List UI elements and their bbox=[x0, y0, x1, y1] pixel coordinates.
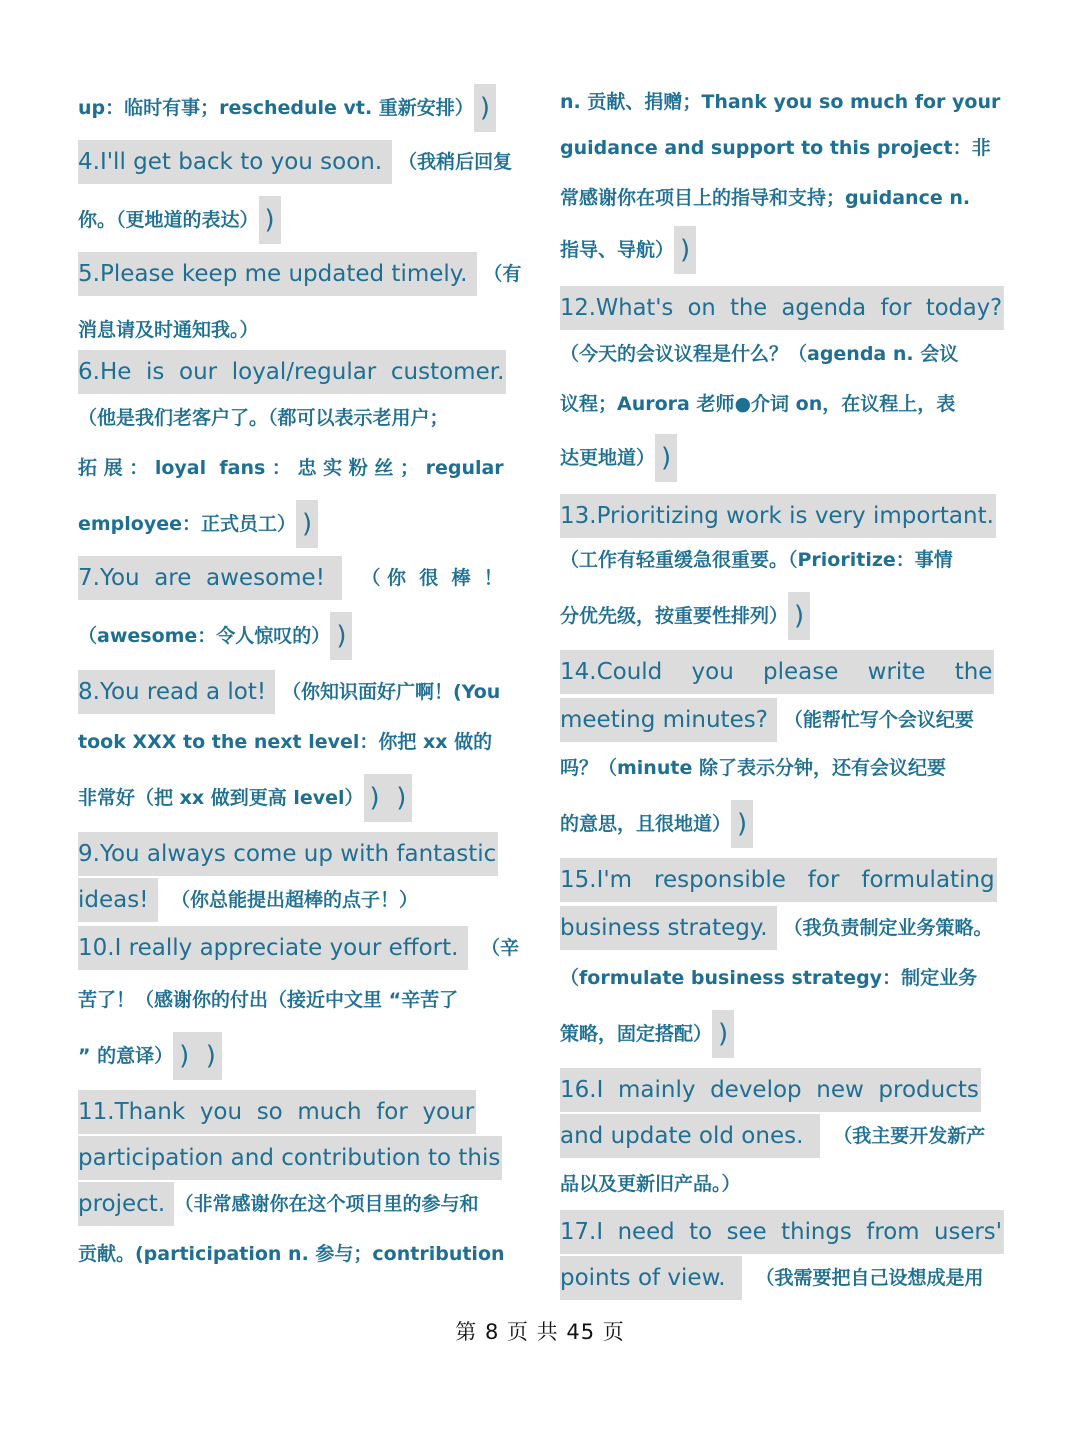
left-line bbox=[78, 556, 522, 600]
right-line bbox=[560, 434, 1004, 482]
chinese-annotation: （辛 bbox=[467, 937, 519, 959]
closing-parenthesis: ) bbox=[330, 612, 352, 660]
left-line bbox=[78, 84, 522, 132]
chinese-annotation: （我需要把自己设想成是用 bbox=[742, 1267, 984, 1289]
left-line bbox=[78, 140, 522, 184]
chinese-annotation: （他是我们老客户了。（都可以表示老用户； bbox=[78, 407, 449, 429]
right-line bbox=[560, 80, 1004, 124]
chinese-annotation: （你总能提出超棒的点子！） bbox=[157, 889, 418, 911]
right-line bbox=[560, 1068, 1004, 1112]
chinese-annotation: 你。（更地道的表达） bbox=[78, 209, 259, 231]
closing-parenthesis: ) bbox=[674, 226, 696, 274]
right-line bbox=[560, 1210, 1001, 1254]
chinese-annotation: （我负责制定业务策略。 bbox=[776, 917, 993, 939]
right-line bbox=[560, 1114, 1004, 1158]
chinese-annotation: 贡献。(participation n. 参与；contribution bbox=[78, 1243, 505, 1265]
chinese-annotation: （formulate business strategy：制定业务 bbox=[560, 967, 978, 989]
left-line bbox=[78, 252, 522, 296]
chinese-annotation: 达更地道） bbox=[560, 447, 656, 469]
chinese-annotation: （我稍后回复 bbox=[391, 151, 513, 173]
left-line bbox=[78, 612, 522, 660]
chinese-annotation: （ 你 很 棒 ！ bbox=[341, 567, 503, 589]
right-line bbox=[560, 126, 1004, 170]
closing-parenthesis: ) bbox=[788, 592, 810, 640]
chinese-annotation: （你知识面好广啊！(You bbox=[275, 681, 501, 703]
right-line bbox=[560, 1162, 1004, 1206]
right-line bbox=[560, 538, 1004, 582]
closing-parenthesis: ) bbox=[259, 196, 281, 244]
english-sentence: 5.Please keep me updated timely. bbox=[78, 252, 477, 296]
closing-parenthesis: ) ) bbox=[364, 774, 413, 822]
left-line bbox=[78, 1182, 522, 1226]
left-line bbox=[78, 878, 522, 922]
chinese-annotation: 拓 展 ： loyal fans ： 忠 实 粉 丝 ； regular bbox=[78, 457, 504, 479]
closing-parenthesis: ) bbox=[474, 84, 496, 132]
chinese-annotation: 分优先级，按重要性排列） bbox=[560, 605, 789, 627]
chinese-annotation: （有 bbox=[476, 263, 522, 285]
right-line bbox=[560, 858, 1004, 902]
right-line bbox=[560, 800, 1004, 848]
left-line bbox=[78, 978, 522, 1022]
left-line bbox=[78, 1032, 522, 1080]
right-line bbox=[560, 494, 1004, 538]
right-line bbox=[560, 332, 1004, 376]
chinese-annotation: 指导、导航） bbox=[560, 239, 675, 261]
right-line bbox=[560, 382, 1004, 426]
left-line bbox=[78, 308, 522, 352]
english-sentence: 12.What's on the agenda for today? bbox=[560, 286, 1004, 330]
left-line bbox=[78, 720, 522, 764]
english-sentence: 13.Prioritizing work is very important. bbox=[560, 494, 996, 538]
chinese-annotation: 非常好（把 xx 做到更高 level） bbox=[78, 787, 364, 809]
chinese-annotation: 策略，固定搭配） bbox=[560, 1023, 713, 1045]
left-line bbox=[78, 500, 522, 548]
english-sentence: project. bbox=[78, 1182, 174, 1226]
chinese-annotation: 吗？（minute 除了表示分钟，还有会议纪要 bbox=[560, 757, 946, 779]
english-sentence: ideas! bbox=[78, 878, 158, 922]
left-line bbox=[78, 396, 522, 440]
chinese-annotation: 苦了！（感谢你的付出（接近中文里 “辛苦了 bbox=[78, 989, 459, 1011]
english-sentence: 6.He is our loyal/regular customer. bbox=[78, 350, 506, 394]
right-line bbox=[560, 956, 1004, 1000]
left-line bbox=[78, 1136, 522, 1180]
chinese-annotation: （非常感谢你在这个项目里的参与和 bbox=[174, 1193, 479, 1215]
chinese-annotation: up：临时有事；reschedule vt. 重新安排） bbox=[78, 97, 474, 119]
left-line bbox=[78, 1090, 522, 1134]
closing-parenthesis: ) bbox=[296, 500, 318, 548]
closing-parenthesis: ) ) bbox=[173, 1032, 222, 1080]
right-line bbox=[560, 286, 1003, 330]
left-line bbox=[78, 1232, 522, 1276]
left-line bbox=[78, 926, 522, 970]
english-sentence: participation and contribution to this bbox=[78, 1136, 502, 1180]
chinese-annotation: employee：正式员工） bbox=[78, 513, 297, 535]
right-line bbox=[560, 650, 1004, 694]
left-line bbox=[78, 670, 522, 714]
right-line bbox=[560, 698, 1004, 742]
right-line bbox=[560, 176, 1004, 220]
chinese-annotation: guidance and support to this project：非 bbox=[560, 137, 991, 159]
right-line bbox=[560, 226, 1004, 274]
chinese-annotation: （我主要开发新产 bbox=[820, 1125, 986, 1147]
english-sentence: 10.I really appreciate your effort. bbox=[78, 926, 468, 970]
english-sentence: points of view. bbox=[560, 1256, 742, 1300]
english-sentence: 17.I need to see things from users' bbox=[560, 1210, 1004, 1254]
right-line bbox=[560, 1010, 1004, 1058]
left-line bbox=[78, 774, 522, 822]
english-sentence: 9.You always come up with fantastic bbox=[78, 832, 498, 876]
chinese-annotation: took XXX to the next level：你把 xx 做的 bbox=[78, 731, 493, 753]
chinese-annotation: 议程；Aurora 老师●介词 on，在议程上，表 bbox=[560, 393, 956, 415]
english-sentence: business strategy. bbox=[560, 906, 777, 950]
chinese-annotation: 品以及更新旧产品。） bbox=[560, 1173, 741, 1195]
english-sentence: 7.You are awesome! bbox=[78, 556, 342, 600]
page-footer: 第 8 页 共 45 页 bbox=[455, 1320, 625, 1344]
left-line bbox=[78, 350, 522, 394]
right-line bbox=[560, 1256, 1004, 1300]
chinese-annotation: 的意思，且很地道） bbox=[560, 813, 732, 835]
chinese-annotation: （awesome：令人惊叹的） bbox=[78, 625, 331, 647]
english-sentence: 11.Thank you so much for your bbox=[78, 1090, 476, 1134]
chinese-annotation: （工作有轻重缓急很重要。（Prioritize：事情 bbox=[560, 549, 953, 571]
closing-parenthesis: ) bbox=[731, 800, 753, 848]
right-line bbox=[560, 592, 1004, 640]
chinese-annotation: （能帮忙写个会议纪要 bbox=[777, 709, 974, 731]
english-sentence: meeting minutes? bbox=[560, 698, 777, 742]
english-sentence: 8.You read a lot! bbox=[78, 670, 275, 714]
closing-parenthesis: ) bbox=[712, 1010, 734, 1058]
english-sentence: 15.I'm responsible for formulating bbox=[560, 858, 997, 902]
closing-parenthesis: ) bbox=[655, 434, 677, 482]
english-sentence: 14.Could you please write the bbox=[560, 650, 994, 694]
chinese-annotation: ” 的意译） bbox=[78, 1045, 174, 1067]
english-sentence: 4.I'll get back to you soon. bbox=[78, 140, 392, 184]
chinese-annotation: 常感谢你在项目上的指导和支持；guidance n. bbox=[560, 187, 971, 209]
left-line bbox=[78, 446, 522, 490]
english-sentence: 16.I mainly develop new products bbox=[560, 1068, 981, 1112]
chinese-annotation: n. 贡献、捐赠；Thank you so much for your bbox=[560, 91, 1001, 113]
english-sentence: and update old ones. bbox=[560, 1114, 820, 1158]
left-line bbox=[78, 832, 522, 876]
right-line bbox=[560, 906, 1004, 950]
chinese-annotation: （今天的会议议程是什么？（agenda n. 会议 bbox=[560, 343, 959, 365]
chinese-annotation: 消息请及时通知我。） bbox=[78, 319, 259, 341]
left-line bbox=[78, 196, 522, 244]
right-line bbox=[560, 746, 1004, 790]
